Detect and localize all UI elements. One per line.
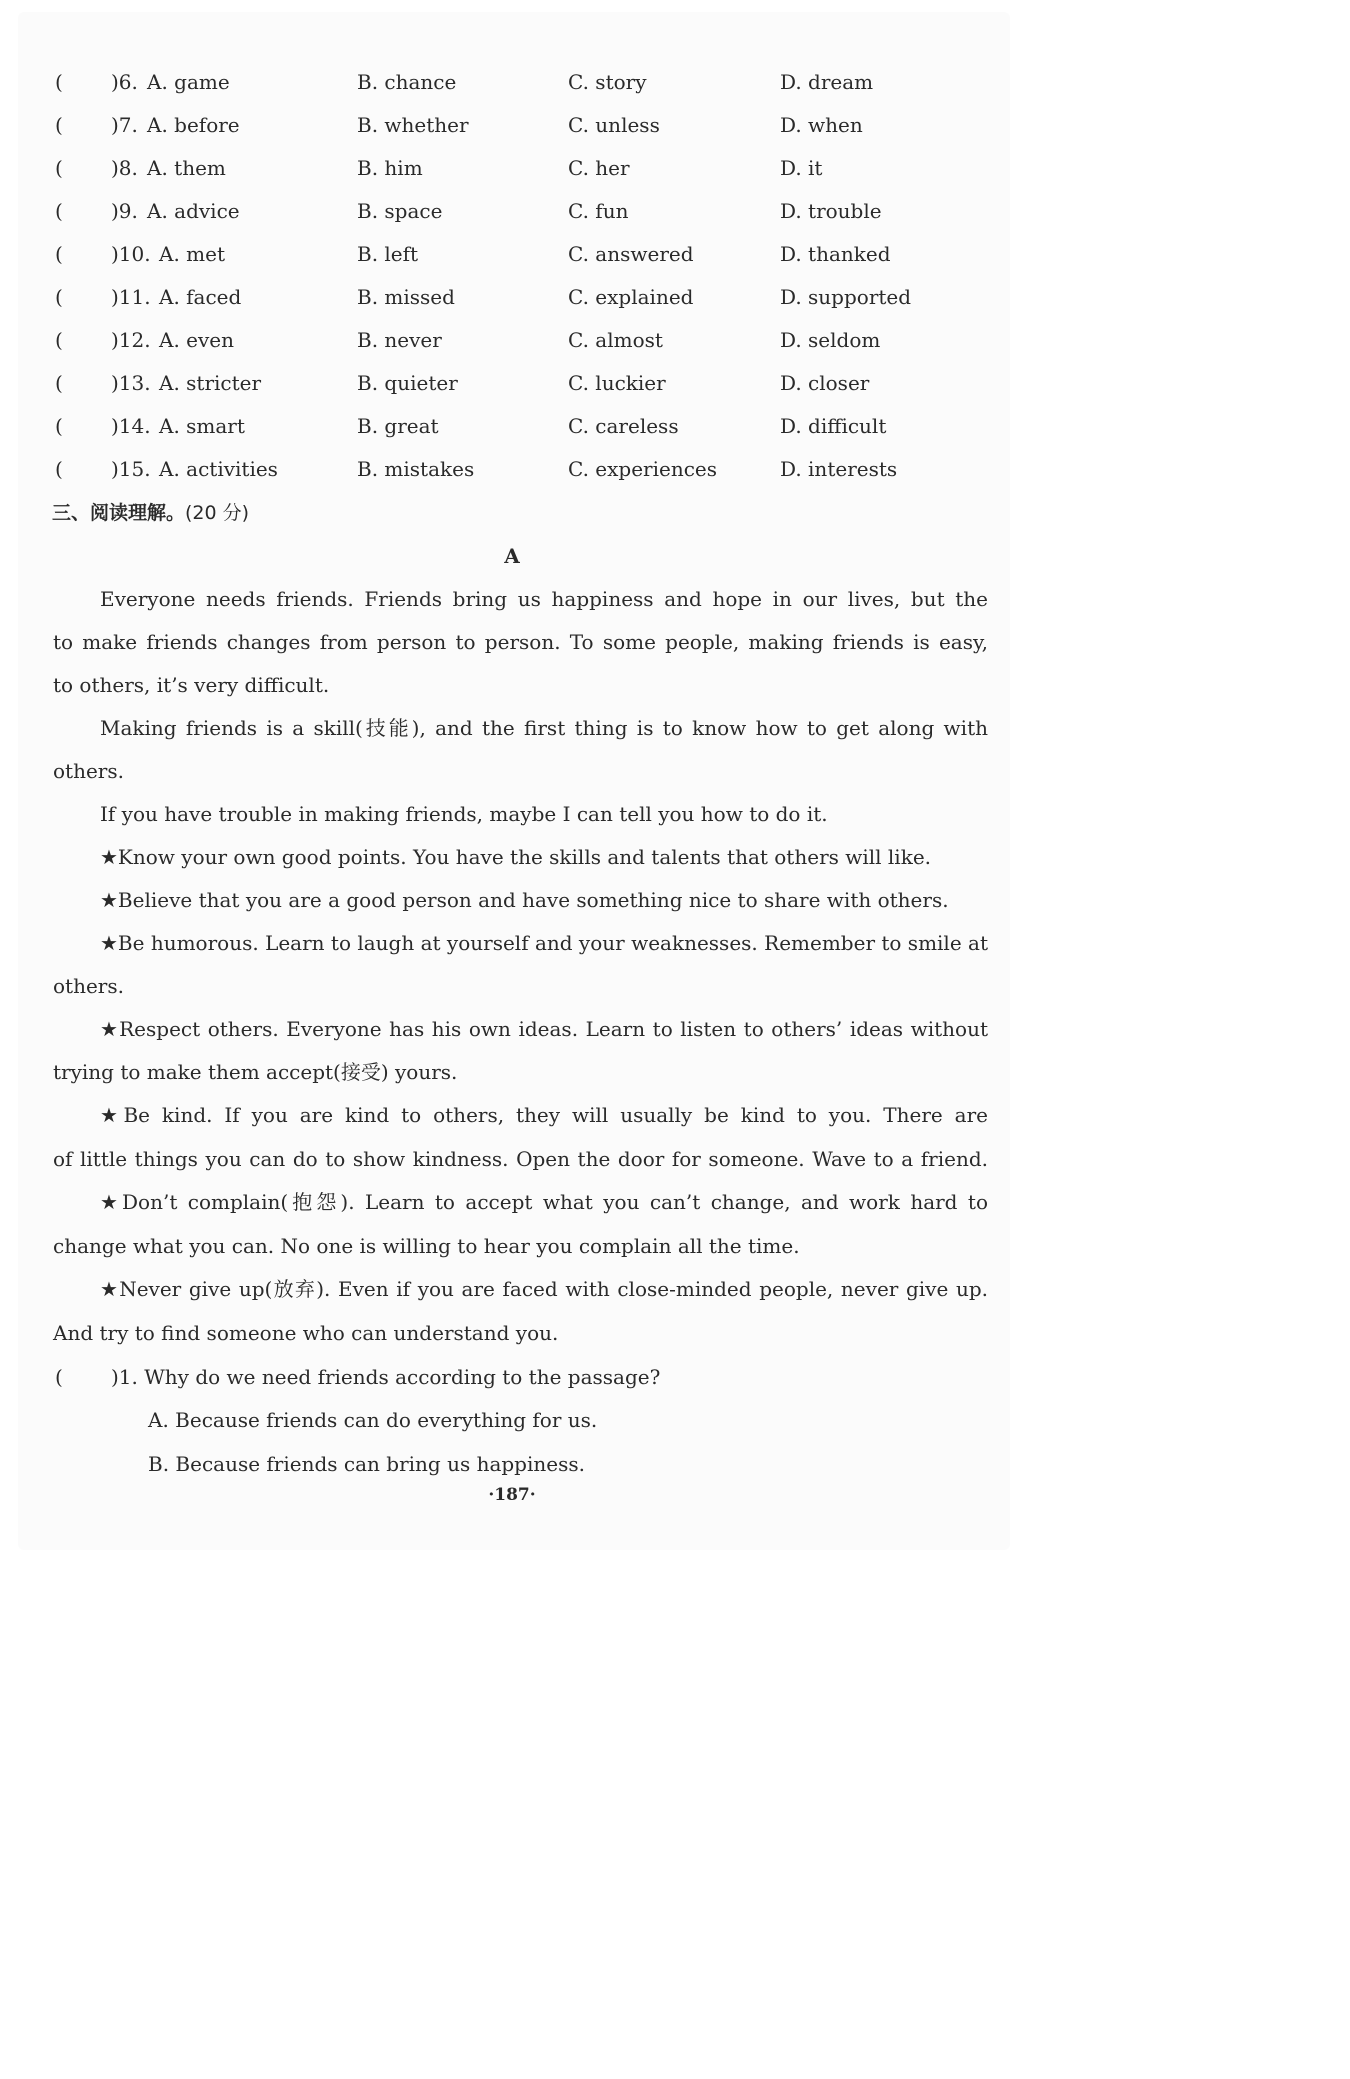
option-d: D. thanked <box>780 242 891 266</box>
option-a: A. game <box>147 70 230 94</box>
passage-line: Everyone needs friends. Friends bring us happiness and hope in our lives, but the <box>100 587 988 611</box>
option-b: B. whether <box>357 113 469 137</box>
option-a: A. stricter <box>159 371 262 395</box>
question-text: )1. Why do we need friends according to the passage? <box>111 1365 661 1389</box>
tip-line: ★Know your own good points. You have the skills and talents that others will like. <box>100 845 932 869</box>
option-a: A. even <box>159 328 235 352</box>
option-d: D. supported <box>780 285 912 309</box>
option-b: B. missed <box>357 285 455 309</box>
option-b: B. quieter <box>357 371 458 395</box>
question-number: )14. <box>111 414 151 438</box>
option-row-13 <box>55 368 975 398</box>
option-c: C. explained <box>568 285 694 309</box>
option-c: C. experiences <box>568 457 718 481</box>
option-a: A. them <box>147 156 226 180</box>
option-d: D. when <box>780 113 863 137</box>
option-d: D. closer <box>780 371 870 395</box>
passage-line: others. <box>53 974 124 998</box>
choice-a[interactable]: A. Because friends can do everything for us. <box>148 1408 598 1432</box>
option-a: A. smart <box>159 414 245 438</box>
option-a: A. advice <box>147 199 240 223</box>
option-a: A. faced <box>159 285 242 309</box>
option-c: C. her <box>568 156 630 180</box>
option-d: D. interests <box>780 457 898 481</box>
question-number: )7. <box>111 113 138 137</box>
option-c: C. luckier <box>568 371 666 395</box>
answer-blank[interactable]: ( <box>55 1365 63 1389</box>
option-b: B. left <box>357 242 419 266</box>
passage-line: others. <box>53 759 124 783</box>
answer-blank[interactable]: ( <box>55 70 63 94</box>
passage-line: to make friends changes from person to person. To some people, making friends is easy, <box>53 630 988 654</box>
passage-title: A <box>504 544 520 568</box>
page-number: ·187· <box>488 1485 536 1505</box>
passage-line: If you have trouble in making friends, maybe I can tell you how to do it. <box>100 802 828 826</box>
option-d: D. difficult <box>780 414 887 438</box>
question-number: )8. <box>111 156 138 180</box>
option-row-8 <box>55 153 975 183</box>
option-d: D. dream <box>780 70 874 94</box>
option-c: C. fun <box>568 199 629 223</box>
passage-line: to others, it’s very difficult. <box>53 673 330 697</box>
question-number: )15. <box>111 457 151 481</box>
answer-blank[interactable]: ( <box>55 242 63 266</box>
option-c: C. careless <box>568 414 679 438</box>
section-points: (20 分) <box>185 502 250 524</box>
answer-blank[interactable]: ( <box>55 371 63 395</box>
section-heading <box>52 498 249 528</box>
question-number: )9. <box>111 199 138 223</box>
option-row-6 <box>55 67 975 97</box>
passage-line: Making friends is a skill(技能), and the first thing is to know how to get along with <box>100 716 988 740</box>
tip-line: ★Be kind. If you are kind to others, they will usually be kind to you. There are <box>100 1103 988 1127</box>
answer-blank[interactable]: ( <box>55 328 63 352</box>
option-c: C. unless <box>568 113 660 137</box>
tip-line: ★Be humorous. Learn to laugh at yourself and your weaknesses. Remember to smile at <box>100 931 988 955</box>
option-b: B. chance <box>357 70 457 94</box>
option-row-10 <box>55 239 975 269</box>
answer-blank[interactable]: ( <box>55 414 63 438</box>
passage-line: change what you can. No one is willing to hear you complain all the time. <box>53 1234 800 1258</box>
passage-line: And try to find someone who can understand you. <box>53 1321 559 1345</box>
tip-line: ★Don’t complain(抱怨). Learn to accept what you can’t change, and work hard to <box>100 1190 988 1214</box>
option-row-7 <box>55 110 975 140</box>
question-number: )11. <box>111 285 151 309</box>
answer-blank[interactable]: ( <box>55 113 63 137</box>
question-number: )10. <box>111 242 151 266</box>
option-row-11 <box>55 282 975 312</box>
option-b: B. mistakes <box>357 457 475 481</box>
option-row-9 <box>55 196 975 226</box>
answer-blank[interactable]: ( <box>55 156 63 180</box>
option-d: D. trouble <box>780 199 882 223</box>
option-d: D. it <box>780 156 823 180</box>
question-number: )12. <box>111 328 151 352</box>
option-row-14 <box>55 411 975 441</box>
choice-b[interactable]: B. Because friends can bring us happiness. <box>148 1452 585 1476</box>
option-a: A. activities <box>159 457 278 481</box>
option-b: B. never <box>357 328 442 352</box>
option-c: C. story <box>568 70 647 94</box>
passage-line: of little things you can do to show kindness. Open the door for someone. Wave to a friend. <box>53 1147 988 1171</box>
option-b: B. him <box>357 156 423 180</box>
option-a: A. met <box>159 242 225 266</box>
option-d: D. seldom <box>780 328 881 352</box>
answer-blank[interactable]: ( <box>55 199 63 223</box>
tip-line: ★Never give up(放弃). Even if you are faced with close-minded people, never give up. <box>100 1277 988 1301</box>
question-number: )6. <box>111 70 138 94</box>
tip-line: ★Respect others. Everyone has his own ideas. Learn to listen to others’ ideas without <box>100 1017 988 1041</box>
passage-line: trying to make them accept(接受) yours. <box>53 1060 458 1084</box>
option-b: B. great <box>357 414 439 438</box>
answer-blank[interactable]: ( <box>55 457 63 481</box>
option-c: C. answered <box>568 242 694 266</box>
tip-line: ★Believe that you are a good person and have something nice to share with others. <box>100 888 949 912</box>
section-title: 三、阅读理解。 <box>52 502 186 524</box>
answer-blank[interactable]: ( <box>55 285 63 309</box>
option-c: C. almost <box>568 328 663 352</box>
question-number: )13. <box>111 371 151 395</box>
option-row-12 <box>55 325 975 355</box>
option-b: B. space <box>357 199 443 223</box>
option-a: A. before <box>147 113 240 137</box>
option-row-15 <box>55 454 975 484</box>
